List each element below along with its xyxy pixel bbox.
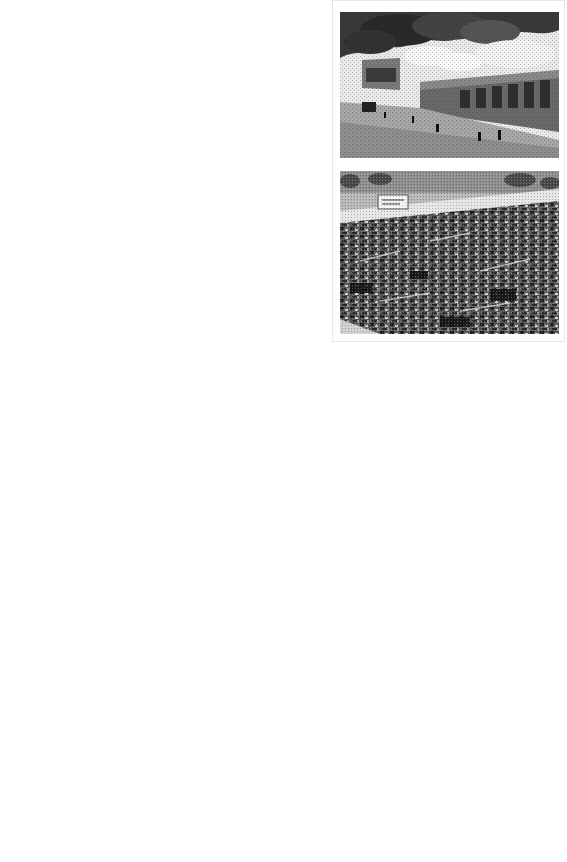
photo-burning-building xyxy=(340,12,559,158)
photo-aerial-debris xyxy=(340,171,559,334)
photo-figure xyxy=(332,0,565,342)
